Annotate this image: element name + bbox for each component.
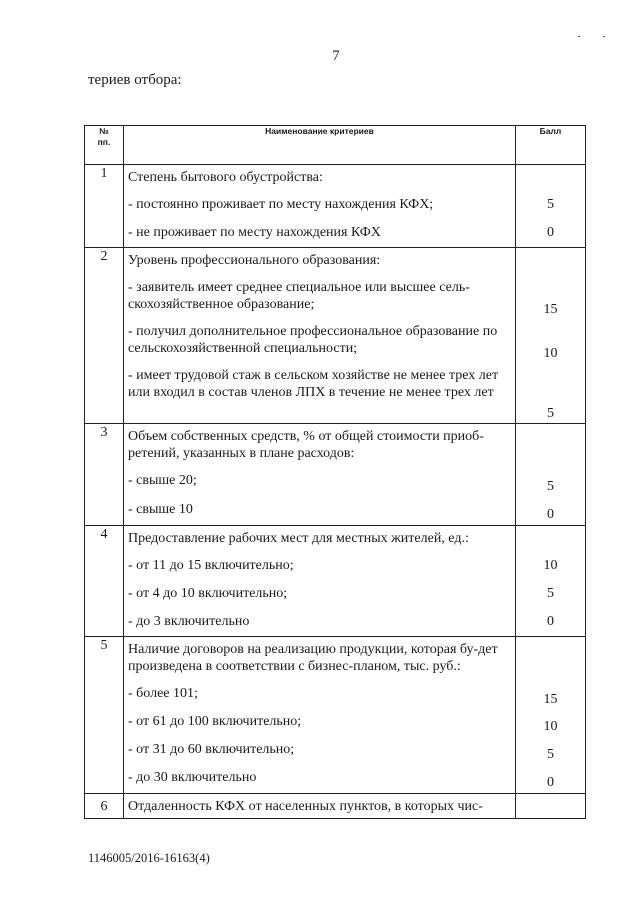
criterion-item: - более 101; [128, 686, 198, 701]
score-value: 0 [547, 775, 554, 790]
criteria-table [84, 125, 586, 819]
table-row [85, 637, 586, 794]
row-number: 1 [85, 165, 124, 248]
score-value: 15 [543, 302, 558, 317]
scan-speck [578, 36, 580, 37]
criterion-item: - заявитель имеет среднее специальное или высшее сель-скохозяйственное образование; [128, 280, 470, 312]
score-value: 5 [547, 406, 554, 421]
score-value: 0 [547, 614, 554, 629]
criterion-item: - от 61 до 100 включительно; [128, 714, 302, 729]
scan-speck [603, 36, 605, 37]
table-row [85, 165, 586, 248]
header-num-line1: № [99, 126, 109, 136]
criterion-title: Уровень профессионального образования: [128, 253, 381, 268]
criterion-title: Объем собственных средств, % от общей стоимости приоб-ретений, указанных в плане расходов: [128, 429, 484, 461]
header-num [85, 126, 124, 165]
table-row [85, 794, 586, 819]
criterion-item: - от 11 до 15 включительно; [128, 558, 294, 573]
criterion-item: - постоянно проживает по месту нахождения КФХ; [128, 197, 434, 212]
score-value: 5 [547, 479, 554, 494]
table-row [85, 248, 586, 424]
header-num-line2: пп. [97, 137, 111, 147]
criterion-item: - от 31 до 60 включительно; [128, 742, 295, 757]
row-number: 4 [85, 526, 124, 637]
score-cell [516, 637, 586, 794]
criterion-title: Наличие договоров на реализацию продукции, которая бу-дет произведена в соответствии с бизнес-планом, тыс. руб.: [128, 642, 498, 674]
criterion-cell [124, 248, 516, 424]
criterion-item: - имеет трудовой стаж в сельском хозяйстве не менее трех лет или входил в состав членов ЛПХ в течение не менее трех лет [128, 368, 499, 400]
criterion-item: - свыше 20; [128, 473, 197, 488]
criterion-item: - от 4 до 10 включительно; [128, 586, 288, 601]
row-number: 6 [85, 794, 124, 819]
row-number: 3 [85, 424, 124, 526]
criterion-cell [124, 794, 516, 819]
header-name: Наименование критериев [124, 126, 516, 165]
score-value: 15 [543, 692, 558, 707]
score-value: 5 [547, 586, 554, 601]
criterion-title: Отдаленность КФХ от населенных пунктов, в которых чис- [128, 799, 483, 814]
score-value: 0 [547, 507, 554, 522]
criterion-cell [124, 526, 516, 637]
score-value: 5 [547, 197, 554, 212]
score-value: 10 [543, 558, 558, 573]
score-cell [516, 165, 586, 248]
score-cell [516, 248, 586, 424]
header-score: Балл [516, 126, 586, 165]
page-number: 7 [332, 48, 340, 64]
criterion-cell [124, 165, 516, 248]
score-cell [516, 794, 586, 819]
row-number: 5 [85, 637, 124, 794]
document-id: 1146005/2016-16163(4) [88, 851, 210, 865]
score-value: 0 [547, 225, 554, 240]
table-row [85, 424, 586, 526]
score-cell [516, 424, 586, 526]
criterion-cell [124, 424, 516, 526]
criterion-item: - до 3 включительно [128, 614, 250, 629]
score-cell [516, 526, 586, 637]
criterion-title: Предоставление рабочих мест для местных жителей, ед.: [128, 531, 469, 546]
criterion-item: - свыше 10 [128, 502, 193, 517]
row-number: 2 [85, 248, 124, 424]
table-row [85, 526, 586, 637]
criterion-cell [124, 637, 516, 794]
criterion-item: - не проживает по месту нахождения КФХ [128, 225, 381, 240]
criterion-item: - до 30 включительно [128, 770, 257, 785]
criterion-title: Степень бытового обустройства: [128, 170, 323, 185]
table-header-row [85, 126, 586, 165]
intro-text: териев отбора: [88, 72, 182, 88]
criterion-item: - получил дополнительное профессиональное образование по сельскохозяйственной специальности; [128, 324, 498, 356]
score-value: 10 [543, 346, 558, 361]
score-value: 5 [547, 747, 554, 762]
score-value: 10 [543, 719, 558, 734]
